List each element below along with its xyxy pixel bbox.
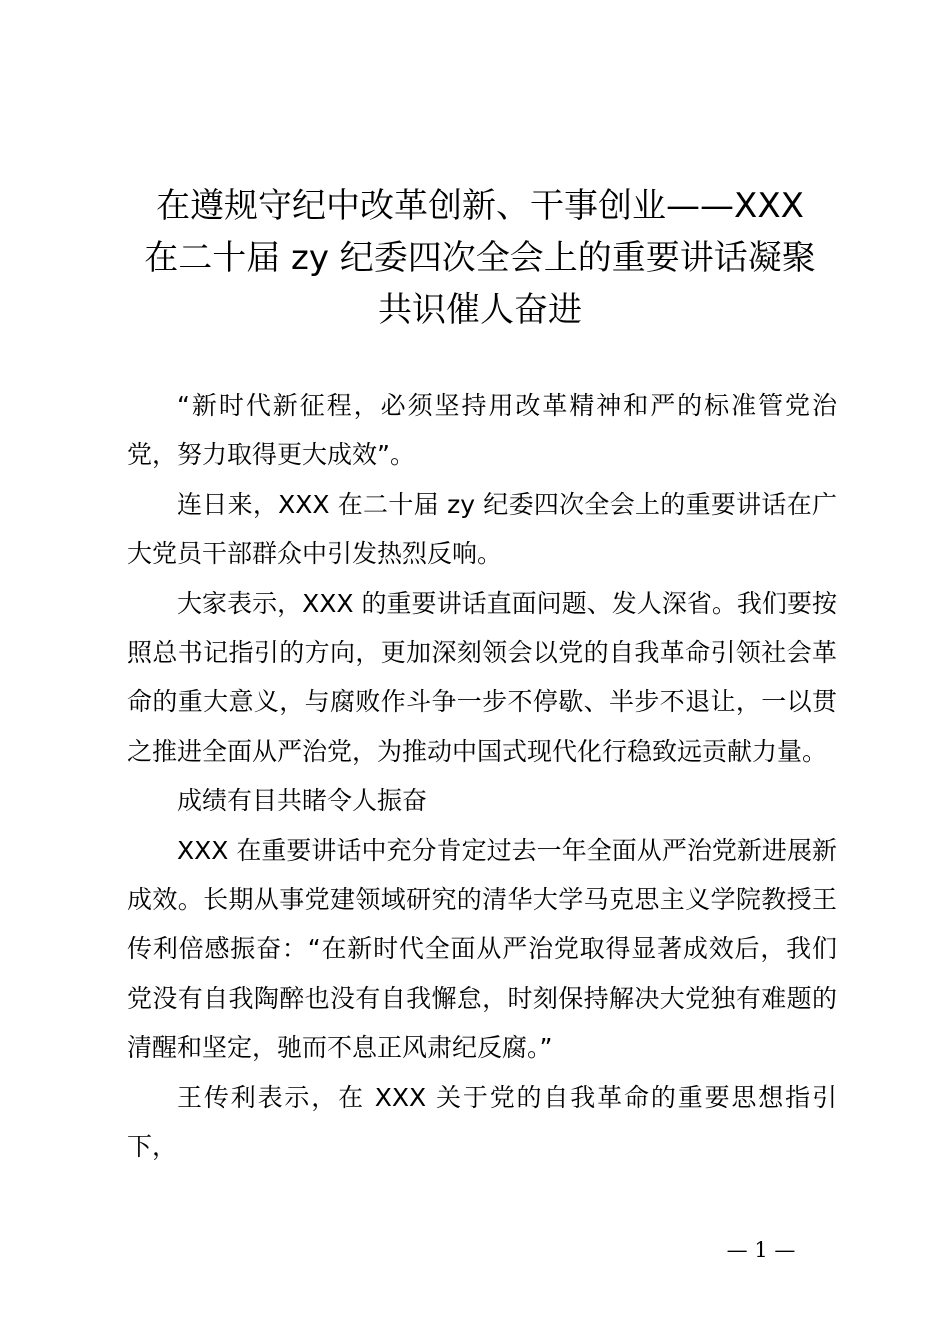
- title-line-2: 在二十届 zy 纪委四次全会上的重要讲话凝聚: [144, 238, 816, 278]
- paragraph-reaction: 连日来，XXX 在二十届 zy 纪委四次全会上的重要讲话在广大党员干部群众中引发热烈反响。: [127, 489, 837, 569]
- title-line-3: 共识催人奋进: [378, 290, 582, 330]
- section-heading: 成绩有目共睹令人振奋: [177, 786, 428, 816]
- document-body: [127, 381, 837, 1172]
- paragraph-achievements: XXX 在重要讲话中充分肯定过去一年全面从严治党新进展新成效。长期从事党建领域研究的清华大学马克思主义学院教授王传利倍感振奋：“在新时代全面从严治党取得显著成效后，我们党没有自我陶醉也没有自我懈怠，时刻保持解决大党独有难题的清醒和坚定，驰而不息正风肃纪反腐。”: [127, 835, 837, 1063]
- paragraph-quote: “新时代新征程，必须坚持用改革精神和严的标准管党治党，努力取得更大成效”。: [127, 391, 837, 470]
- paragraph-statement: 大家表示，XXX 的重要讲话直面问题、发人深省。我们要按照总书记指引的方向，更加深刻领会以党的自我革命引领社会革命的重大意义，与腐败作斗争一步不停歇、半步不退让，一以贯之推进全面从严治党，为推动中国式现代化行稳致远贡献力量。: [127, 588, 837, 766]
- paragraph-continuation: 王传利表示，在 XXX 关于党的自我革命的重要思想指引下，: [127, 1082, 837, 1162]
- document-title: [120, 180, 840, 336]
- title-line-1: 在遵规守纪中改革创新、干事创业——XXX: [156, 186, 804, 226]
- page-number: — 1 —: [726, 1238, 796, 1262]
